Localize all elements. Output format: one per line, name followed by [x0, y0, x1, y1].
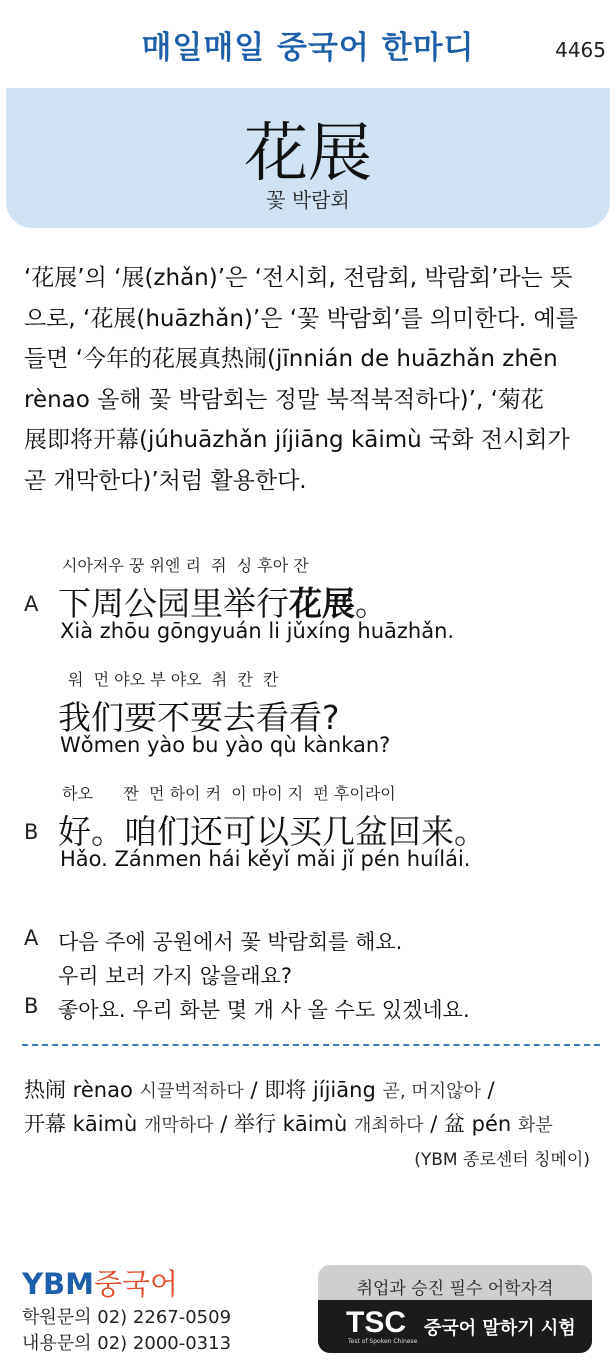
- explanation-paragraph: [24, 258, 598, 501]
- vocab-term: 热闹 rènao: [24, 1078, 133, 1102]
- explanation-line: 展即将开幕(júhuāzhǎn jíjiāng kāimù 국화 전시회가: [24, 427, 570, 453]
- issue-number: 4465: [555, 38, 606, 62]
- contact-content: 내용문의 02) 2000-0313: [22, 1333, 232, 1354]
- tsc-advert-caption: 취업과 승진 필수 어학자격: [356, 1279, 554, 1299]
- hangul-reading: 시아저우 꿍 위엔 리 쥐 싱 후아 잔: [62, 556, 309, 575]
- series-title: 매일매일 중국어 한마디: [141, 30, 475, 66]
- chinese-text: 我们要不要去看看?: [58, 698, 340, 737]
- chinese-headword-highlight: 花展: [289, 584, 355, 623]
- ybm-logo: [22, 1262, 178, 1303]
- vocab-separator: /: [423, 1112, 444, 1136]
- tsc-logo-subtitle: Test of Spoken Chinese: [348, 1338, 418, 1345]
- ybm-logo-korean: 중국어: [93, 1267, 179, 1301]
- vocab-meaning: 개막하다: [144, 1115, 214, 1136]
- vocabulary-line: [24, 1074, 495, 1104]
- chinese-sentence: [58, 578, 388, 625]
- pinyin: Wǒmen yào bu yào qù kànkan?: [60, 733, 391, 757]
- tsc-exam-name: 중국어 말하기 시험: [424, 1318, 576, 1339]
- translation-text: 다음 주에 공원에서 꽃 박람회를 해요.: [58, 930, 403, 954]
- vocab-separator: /: [480, 1078, 495, 1102]
- vocab-term: 盆 pén: [444, 1112, 512, 1136]
- translation-speaker: A: [24, 926, 39, 950]
- author-credit: (YBM 종로센터 칭메이): [414, 1150, 590, 1170]
- headword: 花展: [244, 117, 372, 191]
- hangul-reading: 워 먼 야오 부 야오 취 칸 칸: [68, 670, 279, 689]
- vocab-term: 开幕 kāimù: [24, 1112, 138, 1136]
- vocab-meaning: 시끌벅적하다: [139, 1081, 244, 1102]
- explanation-line: 으로, ‘花展(huāzhǎn)’은 ‘꽃 박람회’를 의미한다. 예를: [24, 305, 578, 332]
- tsc-logo: TSC: [346, 1306, 406, 1339]
- pinyin: Hǎo. Zánmen hái kěyǐ mǎi jǐ pén huílái.: [60, 847, 471, 871]
- translation-text: 좋아요. 우리 화분 몇 개 사 올 수도 있겠네요.: [58, 998, 470, 1022]
- vocab-term: 举行 kāimù: [234, 1112, 348, 1136]
- explanation-line: 들면 ‘今年的花展真热闹(jīnnián de huāzhǎn zhēn: [24, 346, 558, 372]
- explanation-line: rènao 올해 꽃 박람회는 정말 북적북적하다)’, ‘菊花: [24, 386, 544, 413]
- vocabulary-line: [24, 1108, 553, 1138]
- contact-academy: 학원문의 02) 2267-0509: [22, 1307, 232, 1328]
- pinyin: Xià zhōu gōngyuán li jǔxíng huāzhǎn.: [60, 619, 455, 643]
- vocab-meaning: 곧, 머지않아: [382, 1081, 481, 1102]
- vocab-separator: /: [213, 1112, 234, 1136]
- chinese-sentence: [58, 692, 340, 739]
- dashed-divider: [22, 1044, 600, 1046]
- speaker-label: A: [24, 592, 39, 616]
- vocab-term: 即将 jíjiāng: [264, 1078, 376, 1102]
- ybm-logo-latin: YBM: [22, 1267, 94, 1301]
- vocab-meaning: 화분: [517, 1115, 553, 1136]
- chinese-text: 下周公园里举行: [58, 584, 289, 623]
- translation-speaker: B: [24, 994, 39, 1018]
- explanation-line: 곧 개막한다)’처럼 활용한다.: [24, 467, 307, 494]
- hangul-reading: 하오 짠 먼 하이 커 이 마이 지 펀 후이라이: [62, 784, 396, 803]
- vocab-meaning: 개최하다: [354, 1115, 424, 1136]
- headword-meaning: 꽃 박람회: [266, 188, 350, 212]
- chinese-sentence: [58, 806, 487, 853]
- chinese-punctuation: 。: [355, 584, 388, 623]
- vocab-separator: /: [243, 1078, 265, 1102]
- translation-text: 우리 보러 가지 않을래요?: [58, 964, 293, 988]
- chinese-text: 好。咱们还可以买几盆回来。: [58, 812, 487, 851]
- explanation-line: ‘花展’의 ‘展(zhǎn)’은 ‘전시회, 전람회, 박람회’라는 뜻: [24, 265, 573, 291]
- speaker-label: B: [24, 820, 39, 844]
